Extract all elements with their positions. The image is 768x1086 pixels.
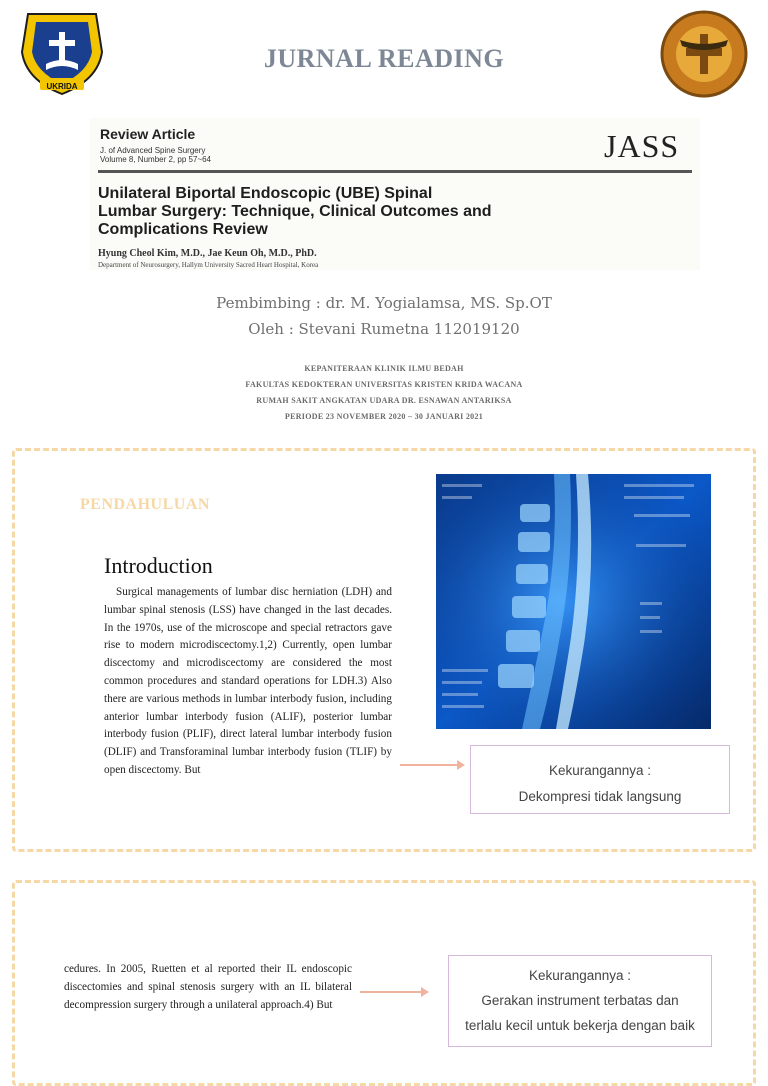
note-title: Kekurangannya : — [548, 763, 652, 778]
journal-volume: Volume 8, Number 2, pp 57~64 — [100, 155, 211, 164]
period-line: PERIODE 23 NOVEMBER 2020 – 30 JANUARI 2021 — [284, 412, 484, 421]
rsau-logo — [660, 10, 748, 98]
note-title: Kekurangannya : — [528, 968, 632, 983]
introduction-paragraph: Surgical managements of lumbar disc herniation (LDH) and lumbar spinal stenosis (LSS) have changed in the last decades. In the 1970s, use of the microscope and special retractors gave rise to modern microdiscectomy.1,2) Currently, open lumbar discectomy and microdiscectomy are considered the most common procedures and standard operations for LDH.3) Also there are various methods in lumbar interbody fusion, including anterior lumbar interbody fusion (ALIF), posterior lumbar interbody fusion (PLIF), direct lateral lumbar interbody fusion (DLIF) and Transforaminal lumbar interbody fusion (TLIF) by open discectomy. But — [104, 586, 392, 776]
note-text: Dekompresi tidak langsung — [518, 789, 682, 804]
journal-logo: JASS — [604, 128, 680, 164]
article-title-line: Unilateral Biportal Endoscopic (UBE) Spinal — [98, 185, 433, 202]
page-title: JURNAL READING — [263, 44, 505, 73]
article-divider — [98, 170, 692, 173]
article-header-image — [90, 118, 700, 270]
ukrida-logo-text: UKRIDA — [46, 82, 78, 91]
note-box-1 — [470, 745, 730, 814]
journal-name: J. of Advanced Spine Surgery — [100, 146, 206, 155]
article-title-line: Complications Review — [98, 221, 268, 238]
faculty-line: FAKULTAS KEDOKTERAN UNIVERSITAS KRISTEN KRIDA WACANA — [245, 380, 523, 389]
article-type-label: Review Article — [100, 126, 196, 142]
arrow-connector — [360, 991, 426, 993]
presenter-line: Oleh : Stevani Rumetna 112019120 — [248, 320, 520, 338]
note-box-2 — [448, 955, 712, 1047]
article-authors: Hyung Cheol Kim, M.D., Jae Keun Oh, M.D., PhD. — [98, 248, 317, 259]
clerkship-line: KEPANITERAAN KLINIK ILMU BEDAH — [304, 364, 464, 373]
note-text: Gerakan instrument terbatas dan — [481, 993, 679, 1008]
article-title — [98, 185, 688, 239]
section-label: PENDAHULUAN — [80, 496, 210, 513]
introduction-heading: Introduction — [104, 553, 213, 578]
article-title-line: Lumbar Surgery: Technique, Clinical Outcomes and — [98, 203, 492, 220]
arrow-connector — [400, 764, 462, 766]
article-department: Department of Neurosurgery, Hallym University Sacred Heart Hospital, Korea — [98, 261, 319, 269]
supervisor-line: Pembimbing : dr. M. Yogialamsa, MS. Sp.OT — [216, 294, 552, 312]
note-text: terlalu kecil untuk bekerja dengan baik — [465, 1018, 695, 1033]
hospital-line: RUMAH SAKIT ANGKATAN UDARA DR. ESNAWAN ANTARIKSA — [256, 396, 512, 405]
paragraph-continued: cedures. In 2005, Ruetten et al reported their IL endoscopic discectomies and spinal stenosis surgery with an IL bilateral decompression surgery through a unilateral approach.4) But — [64, 963, 352, 1011]
mri-image — [436, 474, 711, 729]
